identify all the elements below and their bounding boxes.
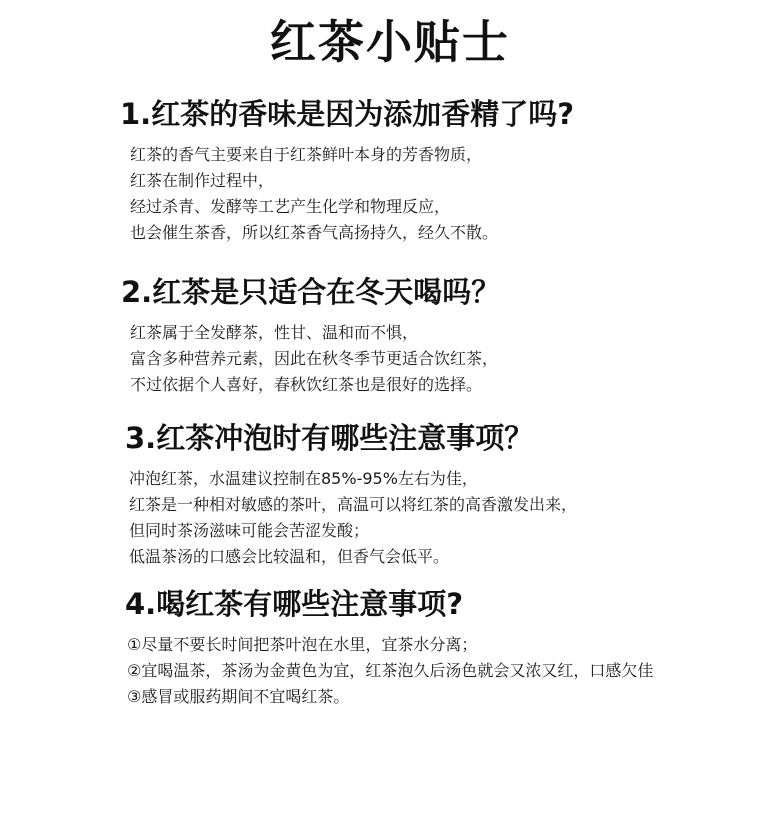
answer-line: 红茶的香气主要来自于红茶鲜叶本身的芳香物质， [130,145,483,164]
answer-line: ②宜喝温茶，茶汤为金黄色为宜，红茶泡久后汤色就会又浓又红，口感欠佳 [127,661,654,680]
answer-list [130,320,780,398]
answer-line: 红茶属于全发酵茶，性甘、温和而不惧， [130,323,419,342]
answer-list [127,632,780,710]
answer-line: 冲泡红茶，水温建议控制在85%-95%左右为佳， [129,469,478,488]
tip-section-1 [0,94,780,246]
tip-section-4 [0,584,780,710]
answer-line: 红茶是一种相对敏感的茶叶，高温可以将红茶的高香激发出来， [129,495,578,514]
section-heading: 3.红茶冲泡时有哪些注意事项？ [125,421,534,455]
page-title: 红茶小贴士 [270,15,510,69]
answer-list [130,142,780,246]
answer-line: 富含多种营养元素，因此在秋冬季节更适合饮红茶， [130,349,499,368]
tip-section-3 [0,418,780,570]
answer-list [129,466,780,570]
answer-line: 经过杀青、发酵等工艺产生化学和物理反应， [130,197,451,216]
section-heading: 2.红茶是只适合在冬天喝吗？ [121,275,501,309]
answer-line: 红茶在制作过程中， [130,171,275,190]
section-heading: 4.喝红茶有哪些注意事项? [125,587,464,621]
answer-line: ③感冒或服药期间不宜喝红茶。 [127,687,350,706]
answer-line: 也会催生茶香，所以红茶香气高扬持久，经久不散。 [130,223,499,242]
answer-line: ①尽量不要长时间把茶叶泡在水里，宜茶水分离； [127,635,478,654]
answer-line: 低温茶汤的口感会比较温和，但香气会低平。 [129,547,450,566]
section-heading: 1.红茶的香味是因为添加香精了吗? [120,97,575,131]
answer-line: 不过依据个人喜好，春秋饮红茶也是很好的选择。 [130,375,483,394]
tip-section-2 [0,272,780,398]
answer-line: 但同时茶汤滋味可能会苦涩发酸； [129,521,370,540]
